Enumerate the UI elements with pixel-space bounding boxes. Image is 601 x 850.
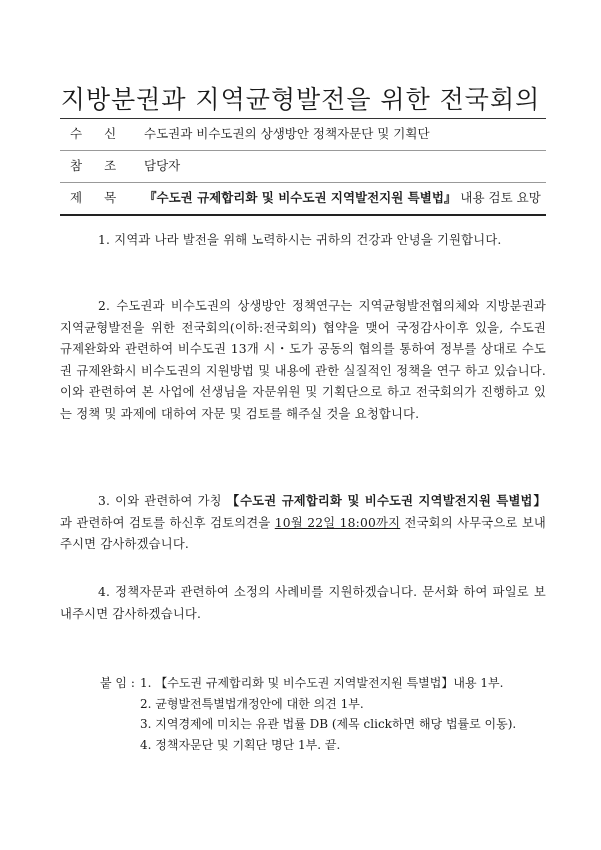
subject-value (144, 182, 546, 214)
subject-title: 『수도권 규제합리화 및 비수도권 지역발전지원 특별법』 (144, 190, 457, 205)
recipient-row (60, 118, 546, 151)
attachment-item: 2. 균형발전특별법개정안에 대한 의견 1부. (140, 696, 364, 711)
attachment-row[interactable] (100, 714, 546, 735)
paragraph-3 (60, 490, 546, 556)
recipient-value: 수도권과 비수도권의 상생방안 정책자문단 및 기획단 (144, 126, 430, 141)
attachment-item-law-db-link[interactable]: 3. 지역경제에 미치는 유관 법률 DB (제목 click하면 해당 법률로 이동). (140, 717, 517, 731)
paragraph-3-end: 전국회의 사무국으로 보내주시면 감사하겠습니다. (60, 515, 546, 551)
attachments-list (100, 673, 546, 755)
attachment-item: 1. 【수도권 규제합리화 및 비수도권 지역발전지원 특별법】내용 1부. (140, 676, 504, 690)
subject-label: 제목 (70, 190, 139, 205)
paragraph-3-intro: 3. 이와 관련하여 가칭 (98, 494, 227, 508)
subject-row (60, 182, 546, 216)
paragraph-3-middle: 과 관련하여 검토를 하신후 검토의견을 (60, 515, 275, 530)
subject-suffix: 내용 검토 요망 (456, 190, 541, 205)
attachment-row (100, 673, 546, 694)
paragraph-2: 2. 수도권과 비수도권의 상생방안 정책연구는 지역균형발전협의체와 지방분권과 지역균형발전을 위한 전국회의(이하:전국회의) 협약을 맺어 국정감사이후 있을, 수도권 규제완화와 관련하여 비수도권 13개 시・도가 공동의 협의를 통하여 정부를 상대로 수도권 규제완화시 비수도권의 지원방법 및 내용에 관한 실질적인 정책을 연구 하고 있습니다. 이와 관련하여 본 사업에 선생님을 자문위원 및 기획단으로 하고 전국회의가 진행하고 있는 정책 및 과제에 대하여 자문 및 검토를 해주실 것을 요청합니다. (60, 299, 546, 421)
paragraph-3-deadline: 10월 22일 18:00까지 (274, 515, 401, 530)
paragraph-1: 1. 지역과 나라 발전을 위해 노력하시는 귀하의 건강과 안녕을 기원합니다. (98, 233, 502, 247)
document-title: 지방분권과 지역균형발전을 위한 전국회의 (60, 85, 541, 114)
paragraph-3-law-title: 【수도권 규제합리화 및 비수도권 지역발전지원 특별법】 (226, 493, 546, 508)
reference-value: 담당자 (144, 158, 181, 173)
reference-label: 참조 (70, 158, 139, 173)
recipient-label: 수신 (70, 126, 139, 141)
attachment-row (100, 735, 546, 756)
attachments-label: 붙 임 : (100, 676, 135, 690)
attachment-item: 4. 정책자문단 및 기획단 명단 1부. 끝. (140, 737, 341, 752)
reference-row (60, 150, 546, 183)
paragraph-4: 4. 정책자문과 관련하여 소정의 사례비를 지원하겠습니다. 문서화 하여 파일로 보내주시면 감사하겠습니다. (60, 585, 546, 621)
attachment-row (100, 694, 546, 715)
